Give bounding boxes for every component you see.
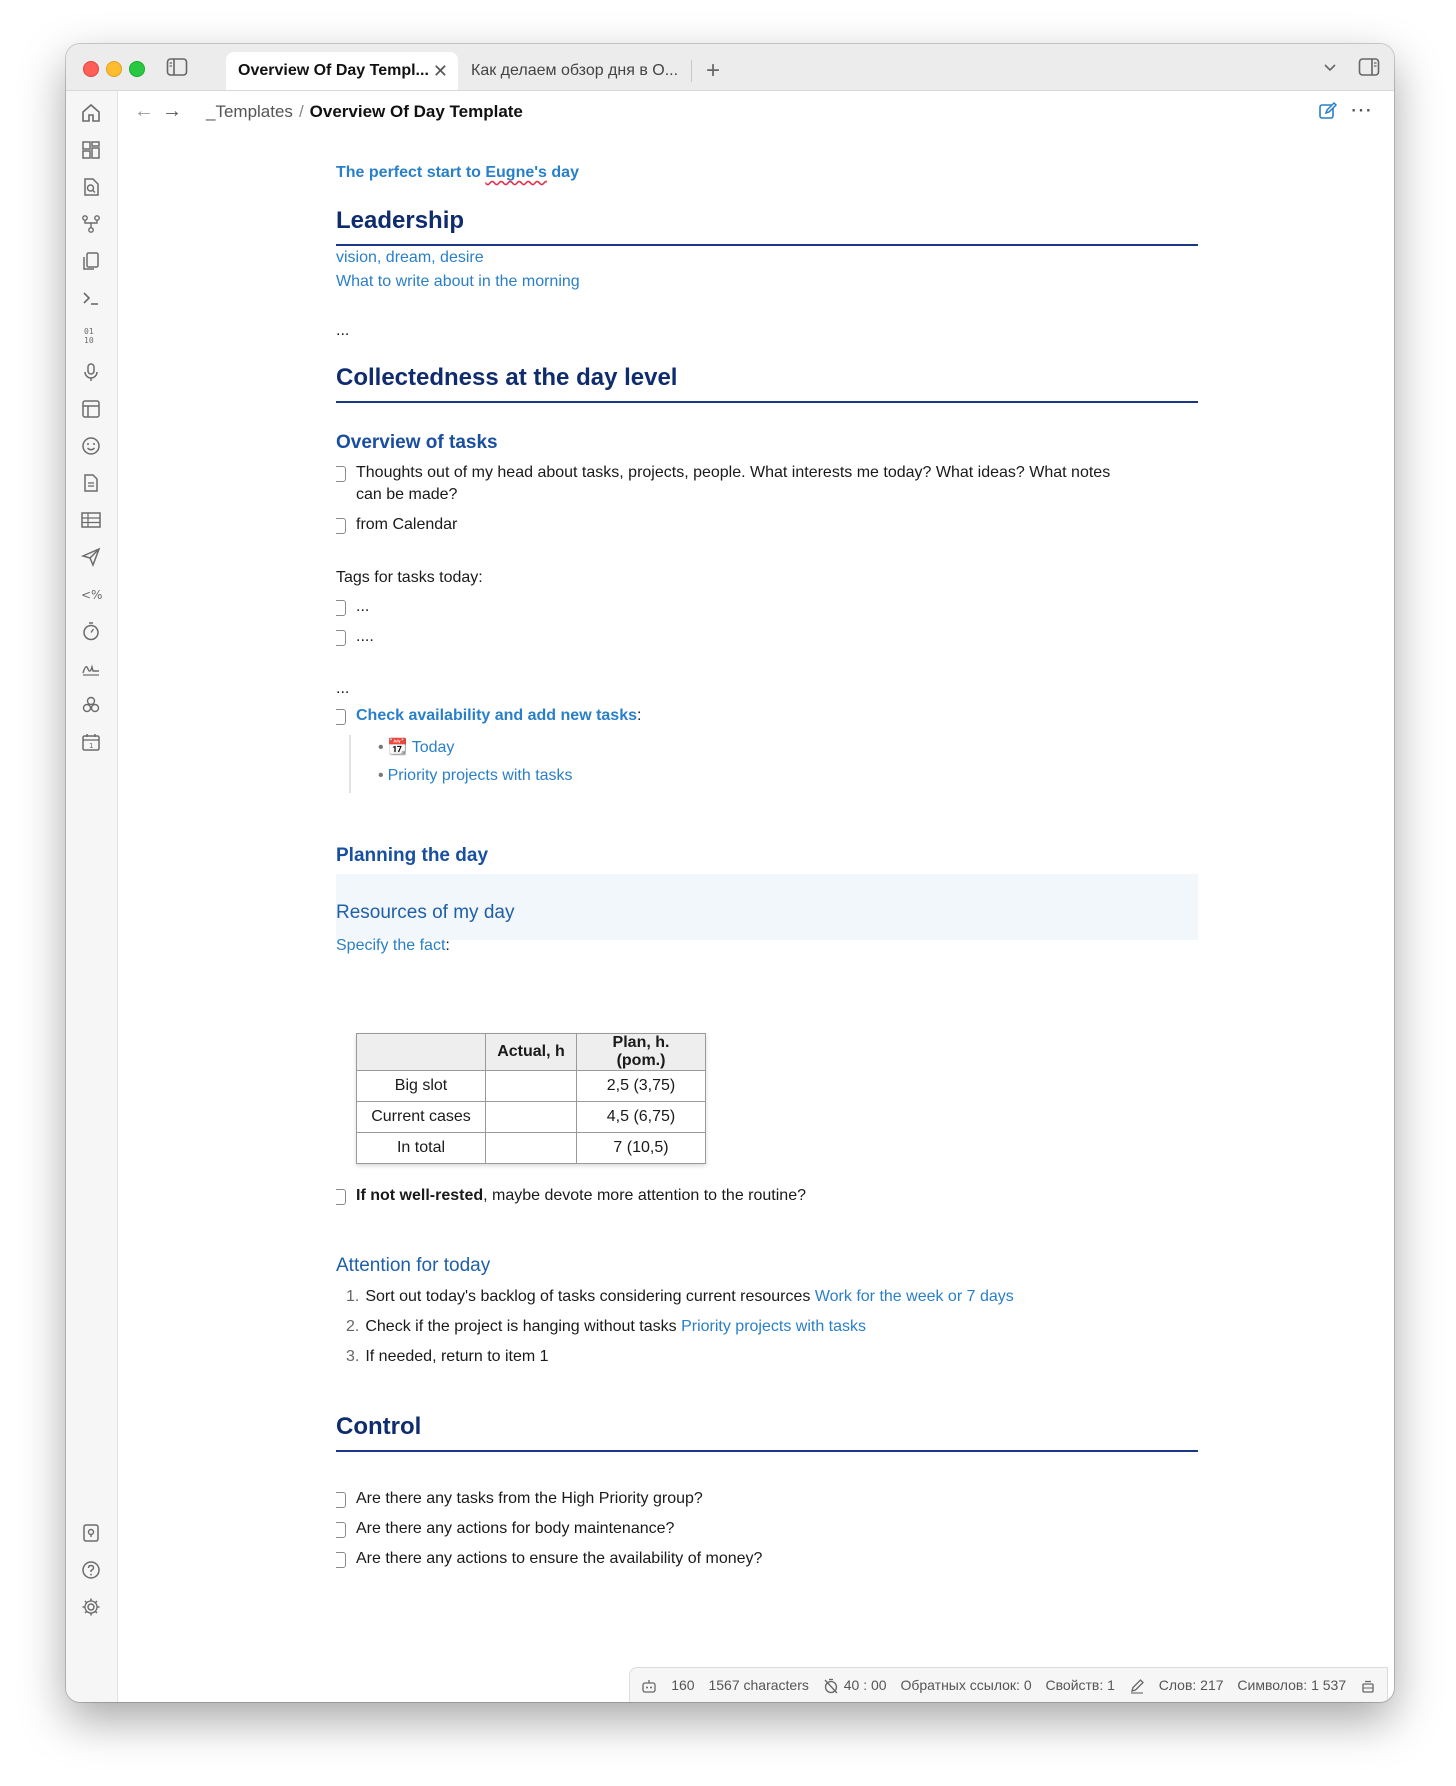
tab-title: Overview Of Day Templ... xyxy=(238,62,429,79)
breadcrumb xyxy=(206,102,523,122)
cluster-icon[interactable] xyxy=(80,694,102,716)
templater-icon[interactable] xyxy=(80,583,102,605)
tab-divider xyxy=(691,60,692,82)
tags-label: Tags for tasks today: xyxy=(336,569,483,586)
new-tab-button[interactable]: + xyxy=(706,57,721,84)
calendar-emoji-icon: 📆 xyxy=(387,739,408,756)
tag-item: .... xyxy=(356,628,374,645)
left-sidebar-toggle-icon[interactable] xyxy=(166,57,188,82)
table-header-row xyxy=(357,1034,706,1071)
task-checkbox[interactable] xyxy=(336,1492,346,1508)
chevron-down-icon[interactable] xyxy=(1322,59,1338,80)
list-item xyxy=(346,1348,549,1366)
note-content xyxy=(336,131,1198,1666)
task-well-rested xyxy=(356,1187,806,1205)
left-ribbon xyxy=(66,91,118,1702)
more-options-icon[interactable]: ⋯ xyxy=(1350,97,1372,122)
intro-line[interactable] xyxy=(336,164,579,182)
app-window xyxy=(66,44,1394,1702)
table-row xyxy=(357,1071,706,1102)
svg-text:01: 01 xyxy=(84,327,94,336)
list-text: If needed, return to item 1 xyxy=(365,1348,549,1365)
table-row xyxy=(357,1133,706,1164)
close-window-button[interactable] xyxy=(83,61,99,77)
vault-switcher-icon[interactable] xyxy=(80,1522,102,1544)
rest-text: , maybe devote more attention to the routine? xyxy=(483,1187,806,1204)
table-row xyxy=(357,1102,706,1133)
heading-attention: Attention for today xyxy=(336,1255,491,1276)
colon: : xyxy=(445,937,450,954)
status-symbols: Символов: 1 537 xyxy=(1237,1677,1347,1693)
intro-suffix: day xyxy=(546,164,579,181)
microphone-icon[interactable] xyxy=(80,361,102,383)
list-item xyxy=(346,1288,1014,1306)
status-backlinks[interactable]: Обратных ссылок: 0 xyxy=(900,1677,1032,1693)
heading-rule xyxy=(336,244,1198,246)
list-text: Check if the project is hanging without tasks xyxy=(365,1318,682,1335)
list-number: 1. xyxy=(346,1288,360,1305)
task-checkbox[interactable] xyxy=(336,709,346,725)
link-morning-writing[interactable]: What to write about in the morning xyxy=(336,273,580,290)
table-header-cell: Actual, h xyxy=(486,1034,577,1071)
table-cell[interactable] xyxy=(486,1102,577,1133)
status-bar xyxy=(629,1667,1388,1702)
task-checkbox[interactable] xyxy=(336,630,346,646)
list-number: 3. xyxy=(346,1348,360,1365)
ellipsis-text: ... xyxy=(336,322,350,339)
send-icon[interactable] xyxy=(80,546,102,568)
control-item: Are there any actions for body maintenance? xyxy=(356,1520,675,1537)
timer-off-icon[interactable] xyxy=(823,1677,839,1693)
task-checkbox[interactable] xyxy=(336,600,346,616)
back-arrow-icon[interactable]: ← xyxy=(134,100,154,122)
close-tab-icon[interactable]: ✕ xyxy=(432,61,448,81)
table-header-cell xyxy=(357,1034,486,1071)
table-cell[interactable]: 4,5 (6,75) xyxy=(577,1102,706,1133)
task-checkbox[interactable] xyxy=(336,466,346,482)
tab-overview-of-day-template[interactable] xyxy=(226,52,458,90)
table-header-cell: Plan, h. (pom.) xyxy=(577,1034,706,1071)
right-sidebar-toggle-icon[interactable] xyxy=(1358,57,1380,82)
minimize-window-button[interactable] xyxy=(106,61,122,77)
link-today[interactable]: Today xyxy=(411,739,455,756)
table-cell[interactable]: Big slot xyxy=(357,1071,486,1102)
breadcrumb-separator: / xyxy=(298,102,304,121)
dashboard-icon[interactable] xyxy=(80,139,102,161)
task-checkbox[interactable] xyxy=(336,1189,346,1205)
list-text: Sort out today's backlog of tasks considering current resources xyxy=(365,1288,815,1305)
title-bar xyxy=(66,44,1394,91)
resources-table xyxy=(356,1033,706,1164)
specify-line xyxy=(336,937,450,955)
control-item: Are there any actions to ensure the availability of money? xyxy=(356,1550,763,1567)
intro-prefix: The perfect start to xyxy=(336,164,486,181)
svg-text:1: 1 xyxy=(89,742,94,750)
tag-item: ... xyxy=(356,598,370,615)
file-search-icon[interactable] xyxy=(80,176,102,198)
breadcrumb-folder[interactable]: _Templates xyxy=(206,102,293,121)
link-specify-fact[interactable]: Specify the fact xyxy=(336,937,446,954)
heading-collectedness: Collectedness at the day level xyxy=(336,364,678,391)
status-count: 160 xyxy=(671,1677,695,1693)
pencil-icon[interactable] xyxy=(1129,1677,1145,1693)
heading-rule xyxy=(336,1450,1198,1452)
breadcrumb-current[interactable]: Overview Of Day Template xyxy=(309,102,523,121)
list-item: • Priority projects with tasks xyxy=(378,767,573,784)
heading-planning-the-day: Planning the day xyxy=(336,845,489,866)
copy-files-icon[interactable] xyxy=(80,250,102,272)
table-cell[interactable] xyxy=(486,1133,577,1164)
link-priority-projects[interactable]: Priority projects with tasks xyxy=(681,1318,866,1335)
table-icon[interactable] xyxy=(80,509,102,531)
forward-arrow-icon[interactable]: → xyxy=(162,100,182,122)
intro-name: Eugne's xyxy=(485,164,547,181)
heading-rule xyxy=(336,401,1198,403)
table-cell[interactable]: Current cases xyxy=(357,1102,486,1133)
link-check-availability[interactable]: Check availability and add new tasks xyxy=(356,707,637,724)
list-item xyxy=(346,1318,866,1336)
heading-control: Control xyxy=(336,1413,422,1440)
task-checkbox[interactable] xyxy=(336,1522,346,1538)
table-cell[interactable] xyxy=(486,1071,577,1102)
rest-bold: If not well-rested xyxy=(356,1187,484,1204)
sync-stack-icon[interactable] xyxy=(1360,1677,1376,1693)
edit-mode-icon[interactable] xyxy=(1318,101,1338,126)
binary-icon[interactable] xyxy=(80,324,102,346)
svg-text:10: 10 xyxy=(84,336,94,345)
home-icon[interactable] xyxy=(80,102,102,124)
table-cell[interactable]: 7 (10,5) xyxy=(577,1133,706,1164)
tab-russian-overview[interactable] xyxy=(459,52,689,90)
table-cell[interactable]: 2,5 (3,75) xyxy=(577,1071,706,1102)
timer-icon[interactable] xyxy=(80,620,102,642)
terminal-icon[interactable] xyxy=(80,287,102,309)
link-priority-projects[interactable]: Priority projects with tasks xyxy=(387,767,573,784)
control-item: Are there any tasks from the High Priority group? xyxy=(356,1490,703,1507)
heading-resources: Resources of my day xyxy=(336,902,515,923)
task-thoughts-line2: can be made? xyxy=(356,486,458,503)
zoom-window-button[interactable] xyxy=(129,61,145,77)
gear-icon[interactable] xyxy=(80,1596,102,1618)
heading-overview-of-tasks: Overview of tasks xyxy=(336,432,498,453)
link-work-for-week[interactable]: Work for the week or 7 days xyxy=(814,1288,1014,1305)
list-number: 2. xyxy=(346,1318,360,1335)
signature-icon[interactable] xyxy=(80,657,102,679)
heading-leadership: Leadership xyxy=(336,207,465,234)
task-calendar: from Calendar xyxy=(356,516,458,533)
link-vision[interactable]: vision, dream, desire xyxy=(336,249,484,266)
indent-guide xyxy=(349,735,351,793)
task-thoughts-line1: Thoughts out of my head about tasks, projects, people. What interests me today? What ideas? What notes xyxy=(356,464,1111,481)
task-checkbox[interactable] xyxy=(336,518,346,534)
status-properties[interactable]: Свойств: 1 xyxy=(1045,1677,1115,1693)
list-item: • 📆 Today xyxy=(378,739,455,756)
graph-view-icon[interactable] xyxy=(80,213,102,235)
layout-icon[interactable] xyxy=(80,398,102,420)
status-characters: 1567 characters xyxy=(708,1677,809,1693)
robot-icon[interactable] xyxy=(641,1677,657,1693)
ellipsis-text: ... xyxy=(336,680,350,697)
status-words: Слов: 217 xyxy=(1158,1677,1224,1693)
colon: : xyxy=(637,707,642,724)
calendar-icon[interactable] xyxy=(80,731,102,753)
view-header xyxy=(118,91,1394,131)
svg-text:<%: <% xyxy=(81,588,102,602)
smiley-icon[interactable] xyxy=(80,435,102,457)
tab-title: Как делаем обзор дня в О... xyxy=(471,62,679,79)
status-timer[interactable]: 40 : 00 xyxy=(843,1677,887,1693)
task-check-availability xyxy=(356,707,641,725)
document-icon[interactable] xyxy=(80,472,102,494)
table-cell[interactable]: In total xyxy=(357,1133,486,1164)
task-checkbox[interactable] xyxy=(336,1552,346,1568)
help-icon[interactable] xyxy=(80,1559,102,1581)
